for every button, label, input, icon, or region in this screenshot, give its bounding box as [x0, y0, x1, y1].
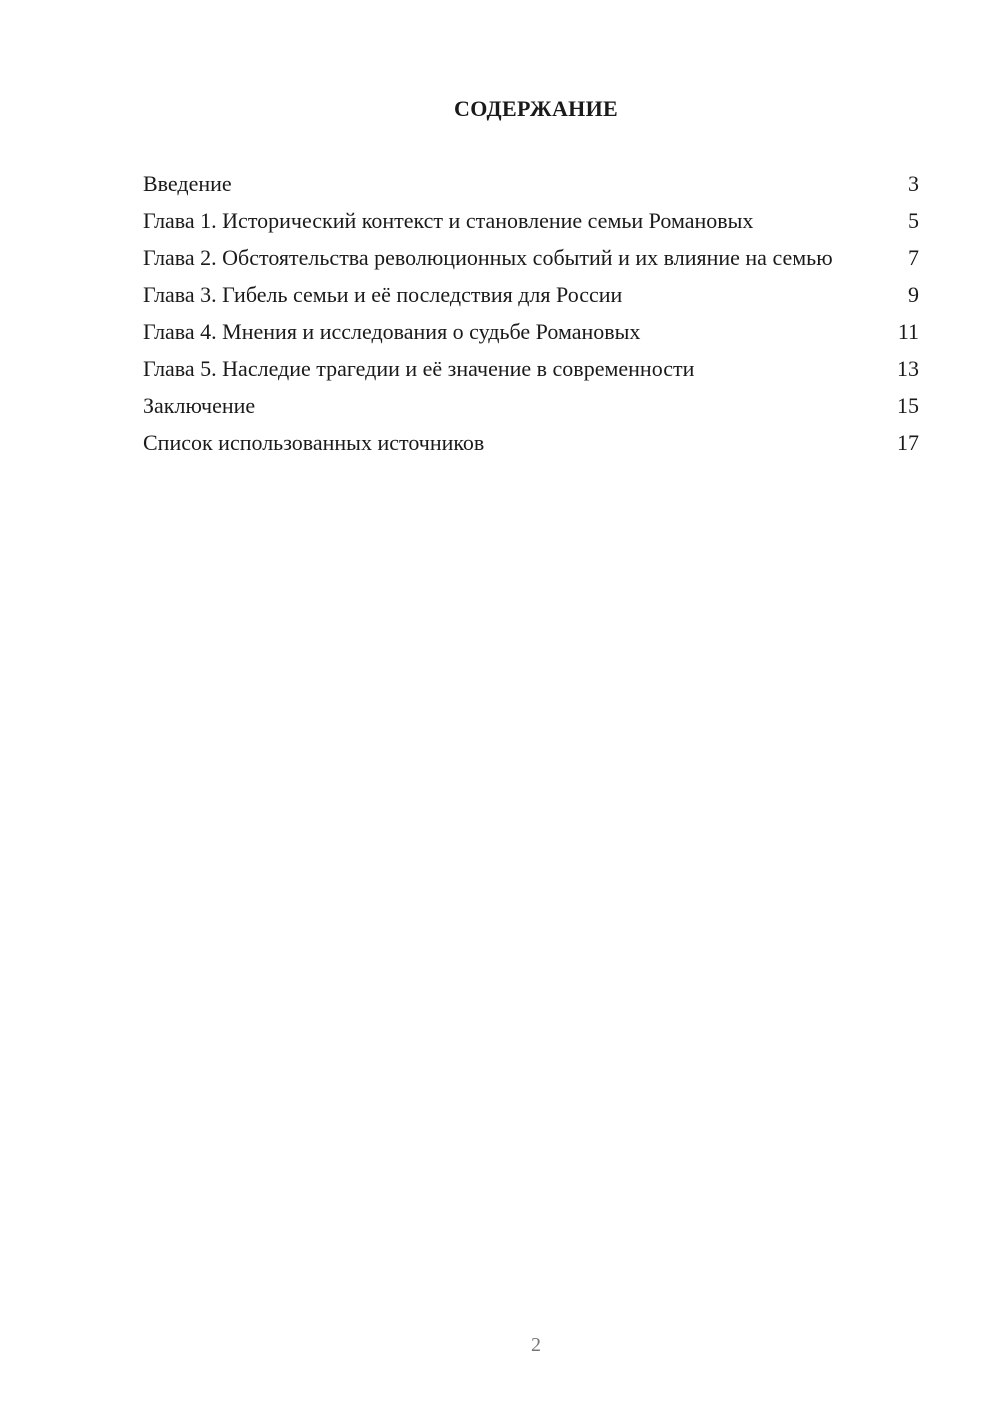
toc-entry-chapter-1[interactable] [143, 208, 919, 234]
toc-entry-chapter-5[interactable] [143, 356, 919, 382]
toc-entry-title: Заключение [143, 393, 256, 418]
toc-entry-chapter-2[interactable] [143, 245, 919, 271]
toc-entry-title: Глава 4. Мнения и исследования о судьбе Романовых [143, 319, 641, 344]
toc-entry-chapter-3[interactable] [143, 282, 919, 308]
toc-entry-page: 7 [908, 245, 919, 270]
toc-entry-references[interactable] [143, 430, 919, 456]
toc-entry-page: 13 [897, 356, 919, 381]
toc-entry-page: 9 [908, 282, 919, 307]
table-of-contents [143, 171, 919, 467]
toc-entry-title: Введение [143, 171, 232, 196]
toc-entry-page: 5 [908, 208, 919, 233]
toc-entry-title: Глава 2. Обстоятельства революционных событий и их влияние на семью [143, 245, 833, 270]
toc-entry-conclusion[interactable] [143, 393, 919, 419]
toc-entry-title: Глава 5. Наследие трагедии и её значение в современности [143, 356, 695, 381]
toc-entry-introduction[interactable] [143, 171, 919, 197]
toc-entry-title: Глава 1. Исторический контекст и становление семьи Романовых [143, 208, 754, 233]
toc-entry-chapter-4[interactable] [143, 319, 919, 345]
toc-entry-title: Список использованных источников [143, 430, 485, 455]
toc-entry-page: 11 [897, 319, 919, 344]
page-number: 2 [531, 1334, 541, 1356]
toc-entry-page: 17 [897, 430, 919, 455]
toc-entry-page: 15 [897, 393, 919, 418]
toc-entry-title: Глава 3. Гибель семьи и её последствия для России [143, 282, 623, 307]
toc-heading: СОДЕРЖАНИЕ [454, 96, 618, 121]
toc-entry-page: 3 [908, 171, 919, 196]
